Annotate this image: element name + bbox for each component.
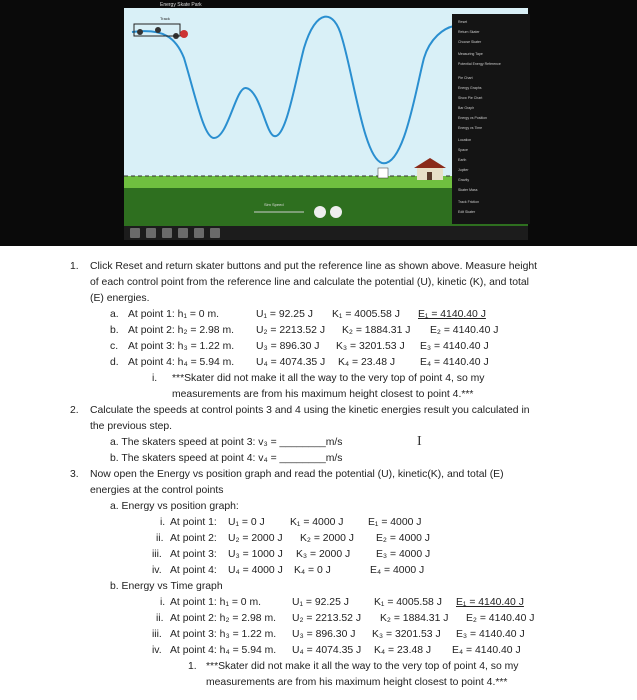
q1-b-total: E₂ = 4140.40 J (430, 325, 499, 336)
q1-c-potential: U₃ = 896.30 J (256, 341, 320, 352)
q1-c-kinetic: K₃ = 3201.53 J (336, 341, 405, 352)
q1-c-height: At point 3: h₃ = 1.22 m. (128, 341, 235, 352)
panel-bar-graph[interactable]: Bar Graph (458, 106, 475, 110)
q1-line2: of each control point from the reference line and calculate the potential (U), kinetic (K), and total (90, 277, 529, 288)
q1-c-letter: c. (110, 341, 119, 352)
q3-number: 3. (70, 469, 79, 480)
panel-show-pie-chart[interactable]: Show Pie Chart (458, 96, 483, 100)
q3a-iii-roman: iii. (152, 549, 162, 560)
folder-icon[interactable] (162, 228, 172, 238)
q3a-i-kinetic: K₁ = 4000 J (290, 517, 344, 528)
q1-note-line1: ***Skater did not make it all the way to the very top of point 4, so my (172, 373, 485, 384)
q3a-ii-potential: U₂ = 2000 J (228, 533, 283, 544)
q1-d-height: At point 4: h₄ = 5.94 m. (128, 357, 235, 368)
windows-taskbar (124, 226, 528, 240)
q3-line2: energies at the control points (90, 485, 224, 496)
panel-jupiter[interactable]: Jupiter (458, 168, 469, 172)
app-icon[interactable] (178, 228, 188, 238)
q3b-i-height: At point 1: h₁ = 0 m. (170, 597, 262, 608)
q2-number: 2. (70, 405, 79, 416)
q3a-i-roman: i. (160, 517, 166, 528)
q2-line2: the previous step. (90, 421, 173, 432)
q3b-iv-potential: U₄ = 4074.35 J (292, 645, 362, 656)
q3a-i-total: E₁ = 4000 J (368, 517, 422, 528)
q3a-iv-roman: iv. (152, 565, 162, 576)
q1-a-total: E₁ = 4140.40 J (418, 309, 486, 320)
panel-reset-button[interactable]: Reset (458, 20, 468, 24)
q1-b-kinetic: K₂ = 1884.31 J (342, 325, 411, 336)
q3a-i-potential: U₁ = 0 J (228, 517, 265, 528)
sim-app-icon[interactable] (210, 228, 220, 238)
q1-d-total: E₄ = 4140.40 J (420, 357, 489, 368)
q3-b-label: b. Energy vs Time graph (110, 581, 223, 592)
q3a-iii-total: E₃ = 4000 J (376, 549, 431, 560)
q3b-iii-roman: iii. (152, 629, 162, 640)
q1-line3: (E) energies. (90, 293, 150, 304)
panel-measuring-tape[interactable]: Measuring Tape (458, 52, 483, 56)
q1-number: 1. (70, 261, 79, 272)
q3b-i-total: E₁ = 4140.40 J (456, 597, 524, 608)
q2-line1: Calculate the speeds at control points 3 and 4 using the kinetic energies result you calculated in (90, 405, 530, 416)
panel-energy-graphs: Energy Graphs (458, 86, 482, 90)
q3b-ii-total: E₂ = 4140.40 J (466, 613, 535, 624)
q1-note-line2: measurements are from his maximum height closest to point 4.*** (172, 389, 474, 400)
panel-gravity[interactable]: Gravity (458, 178, 470, 182)
q3-line1: Now open the Energy vs position graph and read the potential (U), kinetic(K), and total (E) (90, 469, 504, 480)
word-icon[interactable] (194, 228, 204, 238)
q3b-ii-kinetic: K₂ = 1884.31 J (380, 613, 449, 624)
q1-a-height: At point 1: h₁ = 0 m. (128, 309, 220, 320)
q3a-iv-total: E₄ = 4000 J (370, 565, 425, 576)
track-control-points (137, 27, 179, 39)
q3a-ii-kinetic: K₂ = 2000 J (300, 533, 355, 544)
q3b-ii-height: At point 2: h₂ = 2.98 m. (170, 613, 276, 624)
q3a-ii-total: E₂ = 4000 J (376, 533, 431, 544)
q3a-ii-roman: ii. (156, 533, 164, 544)
panel-return-skater-button[interactable]: Return Skater (458, 30, 480, 34)
q3b-iii-potential: U₃ = 896.30 J (292, 629, 356, 640)
q3b-iii-kinetic: K₃ = 3201.53 J (372, 629, 441, 640)
q3b-i-kinetic: K₁ = 4005.58 J (374, 597, 442, 608)
q3b-iii-total: E₃ = 4140.40 J (456, 629, 525, 640)
track-label: Track (160, 16, 170, 21)
q3b-ii-potential: U₂ = 2213.52 J (292, 613, 362, 624)
panel-location-label: Location (458, 138, 472, 142)
q3a-iii-point: At point 3: (170, 549, 217, 560)
q1-d-letter: d. (110, 357, 119, 368)
q3b-note-number: 1. (188, 661, 197, 672)
start-icon[interactable] (130, 228, 140, 238)
q1-a-letter: a. (110, 309, 119, 320)
q3b-iv-kinetic: K₄ = 23.48 J (374, 645, 432, 656)
panel-pie-chart[interactable]: Pie Chart (458, 76, 473, 80)
panel-choose-skater-button[interactable]: Choose Skater (458, 40, 482, 44)
q1-d-potential: U₄ = 4074.35 J (256, 357, 326, 368)
q3a-ii-point: At point 2: (170, 533, 217, 544)
q3a-iv-kinetic: K₄ = 0 J (294, 565, 331, 576)
q3b-i-potential: U₁ = 92.25 J (292, 597, 349, 608)
text-cursor-icon: I (417, 434, 422, 449)
q3a-iii-potential: U₃ = 1000 J (228, 549, 283, 560)
q3-a-label: a. Energy vs position graph: (110, 501, 239, 512)
panel-skater-mass[interactable]: Skater Mass (458, 188, 478, 192)
panel-energy-vs-position[interactable]: Energy vs Position (458, 116, 487, 120)
control-panel (452, 14, 530, 224)
q1-note-roman: i. (152, 373, 158, 384)
sim-speed-label: Sim Speed (264, 202, 284, 207)
panel-pe-reference[interactable]: Potential Energy Reference (458, 62, 501, 66)
panel-track-friction[interactable]: Track Friction (458, 200, 480, 204)
q3b-iv-height: At point 4: h₄ = 5.94 m. (170, 645, 277, 656)
q3b-i-roman: i. (160, 597, 166, 608)
q3a-iii-kinetic: K₃ = 2000 J (296, 549, 351, 560)
q1-b-potential: U₂ = 2213.52 J (256, 325, 326, 336)
q2-b: b. The skaters speed at point 4: v₄ = ________m/s (110, 453, 343, 464)
q3b-ii-roman: ii. (156, 613, 164, 624)
q1-a-potential: U₁ = 92.25 J (256, 309, 313, 320)
q3b-note-line1: ***Skater did not make it all the way to the very top of point 4, so my (206, 661, 519, 672)
q3b-iv-total: E₄ = 4140.40 J (452, 645, 521, 656)
q3b-note-line2: measurements are from his maximum height closest to point 4.*** (206, 677, 508, 688)
q1-line1: Click Reset and return skater buttons and put the reference line as shown above. Measure height (90, 261, 538, 272)
q2-a: a. The skaters speed at point 3: v₃ = ________m/s (110, 437, 343, 448)
browser-icon[interactable] (146, 228, 156, 238)
panel-edit-skater[interactable]: Edit Skater (458, 210, 476, 214)
q3b-iv-roman: iv. (152, 645, 162, 656)
panel-earth[interactable]: Earth (458, 158, 467, 162)
q1-b-height: At point 2: h₂ = 2.98 m. (128, 325, 234, 336)
simulation-screenshot (0, 0, 637, 246)
q1-c-total: E₃ = 4140.40 J (420, 341, 489, 352)
q3a-iv-point: At point 4: (170, 565, 217, 576)
q1-d-kinetic: K₄ = 23.48 J (338, 357, 396, 368)
q1-b-letter: b. (110, 325, 119, 336)
q3a-i-point: At point 1: (170, 517, 217, 528)
panel-space[interactable]: Space (458, 148, 468, 152)
q1-a-kinetic: K₁ = 4005.58 J (332, 309, 400, 320)
sim-window-title: Energy Skate Park (160, 2, 202, 8)
q3b-iii-height: At point 3: h₃ = 1.22 m. (170, 629, 277, 640)
panel-energy-vs-time[interactable]: Energy vs Time (458, 126, 483, 130)
q3a-iv-potential: U₄ = 4000 J (228, 565, 283, 576)
house-icon (414, 158, 446, 180)
